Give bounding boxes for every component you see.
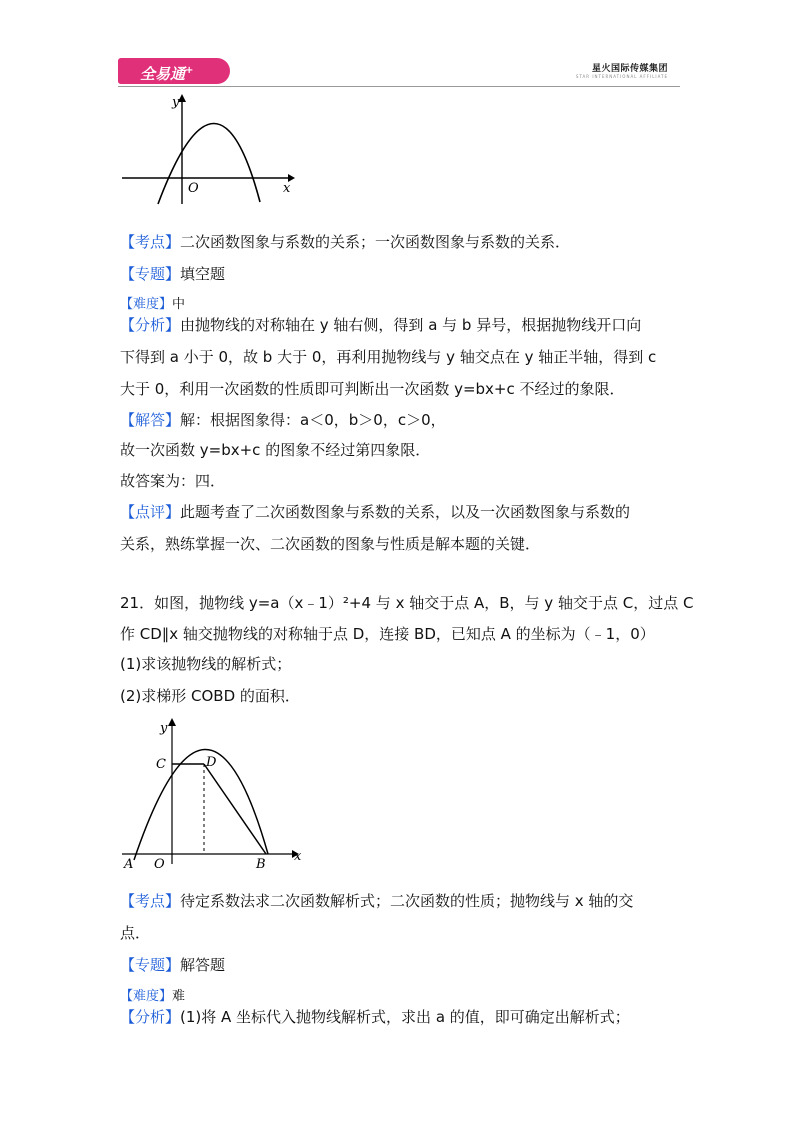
nandu-tag: 【难度】 [120, 989, 173, 1004]
q21-stem-line-2: 作 CD∥x 轴交抛物线的对称轴于点 D，连接 BD，已知点 A 的坐标为（﹣1，0） [120, 625, 655, 643]
y-axis-label: y [172, 95, 180, 110]
point-c-label: C [156, 757, 166, 772]
q21-zhuanti [120, 955, 225, 975]
q21-nandu [120, 987, 185, 1007]
q20-fenxi-line-3: 大于 0，利用一次函数的性质即可判断出一次函数 y=bx+c 不经过的象限． [120, 380, 625, 398]
nandu-text: 难 [172, 989, 186, 1004]
x-axis-label: x [294, 849, 302, 864]
y-axis-arrow [168, 718, 176, 726]
nandu-tag: 【难度】 [120, 297, 173, 312]
zhuanti-tag: 【专题】 [120, 265, 181, 283]
q20-jieda-line-1 [120, 410, 446, 430]
point-d-label: D [206, 755, 217, 770]
q20-fenxi-line-1 [120, 315, 641, 335]
brand-subtitle: STAR INTERNATIONAL AFFILIATE [575, 74, 668, 79]
header-divider [118, 86, 680, 87]
kaodian-tag: 【考点】 [120, 892, 181, 910]
figure-parabola-2 [118, 714, 308, 874]
kaodian-text-1: 待定系数法求二次函数解析式；二次函数的性质；抛物线与 x 轴的交 [180, 892, 634, 910]
nandu-text: 中 [172, 297, 186, 312]
logo-plus: + [185, 65, 194, 76]
q20-nandu [120, 295, 185, 315]
figure-parabola-1 [118, 92, 298, 210]
q20-dianping-line-2: 关系，熟练掌握一次、二次函数的图象与性质是解本题的关键． [120, 535, 541, 553]
origin-label: O [188, 181, 199, 196]
point-o-label: O [154, 857, 165, 872]
fenxi-tag: 【分析】 [120, 1008, 181, 1026]
dianping-tag: 【点评】 [120, 503, 181, 521]
fenxi-text-1: 由抛物线的对称轴在 y 轴右侧，得到 a 与 b 异号，根据抛物线开口向 [180, 316, 642, 334]
point-a-label: A [124, 857, 134, 872]
jieda-text-1: 解：根据图象得：a＜0，b＞0，c＞0， [180, 411, 446, 429]
q21-stem-line-1: 21．如图，抛物线 y=a（x﹣1）²+4 与 x 轴交于点 A，B，与 y 轴交于点 C，过点 C [120, 594, 694, 612]
zhuanti-text: 解答题 [180, 956, 226, 974]
jieda-tag: 【解答】 [120, 411, 181, 429]
q20-zhuanti [120, 264, 225, 284]
q21-fenxi-line-1 [120, 1007, 630, 1027]
zhuanti-tag: 【专题】 [120, 956, 181, 974]
q21-kaodian-line-2: 点． [120, 924, 151, 942]
q21-part-1: (1)求该抛物线的解析式； [120, 655, 292, 673]
dianping-text-1: 此题考查了二次函数图象与系数的关系，以及一次函数图象与系数的 [180, 503, 631, 521]
brand-logo [118, 58, 230, 84]
q21-part-2: (2)求梯形 COBD 的面积． [120, 687, 300, 705]
x-axis-label: x [283, 181, 291, 196]
page-header [118, 52, 680, 88]
brand-name: 星火国际传媒集团 [591, 64, 668, 74]
parabola-curve [158, 123, 260, 204]
zhuanti-text: 填空题 [180, 265, 226, 283]
parabola-curve [134, 749, 268, 860]
q20-kaodian [120, 232, 570, 252]
q20-dianping-line-1 [120, 502, 630, 522]
fenxi-tag: 【分析】 [120, 316, 181, 334]
kaodian-text: 二次函数图象与系数的关系；一次函数图象与系数的关系． [180, 233, 571, 251]
segment-bd [204, 764, 266, 854]
q20-jieda-line-2: 故一次函数 y=bx+c 的图象不经过第四象限． [120, 441, 431, 459]
point-b-label: B [256, 857, 266, 872]
q20-fenxi-line-2: 下得到 a 小于 0，故 b 大于 0，再利用抛物线与 y 轴交点在 y 轴正半轴，得到 c [120, 348, 657, 366]
logo-text: 全易通 [140, 65, 186, 83]
q20-jieda-line-3: 故答案为：四． [120, 472, 226, 490]
fenxi-text-1: (1)将 A 坐标代入抛物线解析式，求出 a 的值，即可确定出解析式； [180, 1008, 630, 1026]
kaodian-tag: 【考点】 [120, 233, 181, 251]
q21-kaodian-line-1 [120, 891, 633, 911]
y-axis-label: y [160, 721, 168, 736]
